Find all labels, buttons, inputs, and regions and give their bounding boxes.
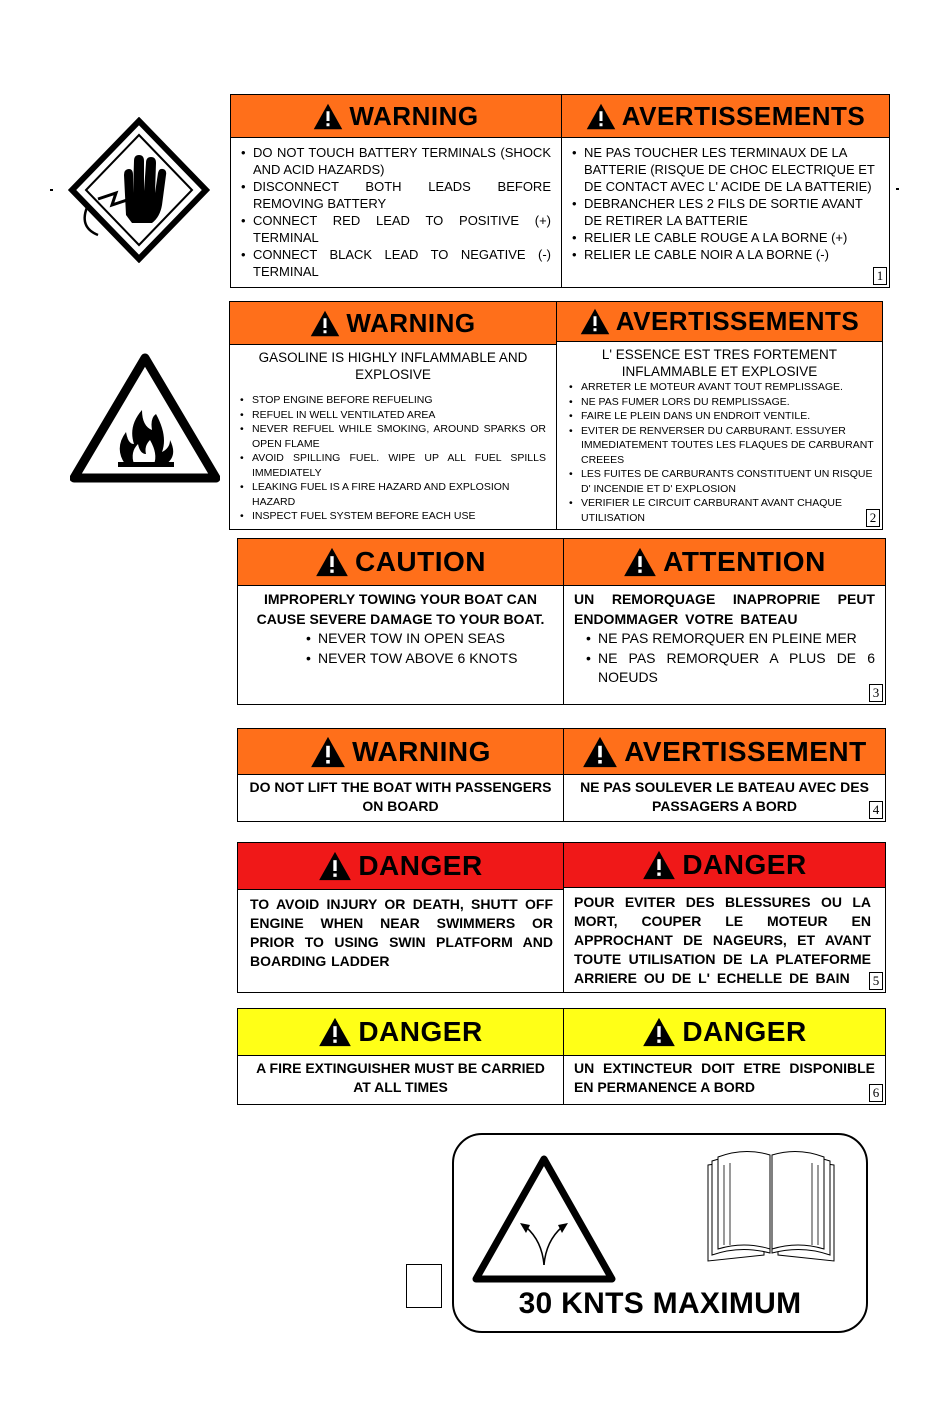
warning-triangle-icon — [642, 850, 676, 880]
list-item: • RELIER LE CABLE ROUGE A LA BORNE (+) — [572, 229, 879, 246]
list-item: • VERIFIER LE CIRCUIT CARBURANT AVANT CHAQUE UTILISATION — [569, 496, 876, 525]
english-panel — [238, 1009, 563, 1104]
lead-text: L' ESSENCE EST TRES FORTEMENT INFLAMMABLE ET EXPLOSIVE — [601, 347, 838, 379]
french-panel — [563, 843, 885, 992]
direction-arrows-icon — [470, 1153, 618, 1285]
list-item: • LEAKING FUEL IS A FIRE HAZARD AND EXPLOSION HAZARD — [240, 480, 546, 509]
list-item: • EVITER DE RENVERSER DU CARBURANT. ESSUYER IMMEDIATEMENT TOUTES LES FLAQUES DE CARBURANT CREEES — [569, 424, 876, 468]
list-item: • DO NOT TOUCH BATTERY TERMINALS (SHOCK AND ACID HAZARDS) — [241, 144, 551, 178]
body-text: UN EXTINCTEUR DOIT ETRE DISPONIBLE EN PERMANENCE A BORD — [574, 1060, 875, 1095]
flammable-fire-icon — [70, 352, 220, 484]
avertissements-header: AVERTISSEMENTS — [557, 302, 882, 342]
warning-triangle-icon — [586, 103, 616, 130]
english-panel — [238, 843, 563, 992]
list-item: • DEBRANCHER LES 2 FILS DE SORTIE AVANT DE RETIRER LA BATTERIE — [572, 195, 879, 229]
warning-triangle-icon — [310, 310, 340, 337]
french-panel — [563, 539, 885, 704]
list-item: • ARRETER LE MOTEUR AVANT TOUT REMPLISSAGE. — [569, 380, 876, 395]
list-item: • NEVER REFUEL WHILE SMOKING, AROUND SPARKS OR OPEN FLAME — [240, 422, 546, 451]
extinguisher-danger-label — [237, 1008, 886, 1105]
warning-triangle-icon — [623, 547, 657, 577]
english-panel — [238, 729, 563, 821]
warning-triangle-icon — [315, 547, 349, 577]
warning-triangle-icon — [313, 103, 343, 130]
label-number: 2 — [866, 509, 880, 527]
label-number: 1 — [873, 267, 887, 285]
attention-header: ATTENTION — [564, 539, 885, 586]
list-item: • CONNECT BLACK LEAD TO NEGATIVE (-) TERMINAL — [241, 246, 551, 280]
speed-limit-label — [452, 1133, 868, 1333]
warning-triangle-icon — [318, 1017, 352, 1047]
danger-header: DANGER — [564, 1009, 885, 1056]
label-number: 4 — [869, 801, 883, 819]
warning-triangle-icon — [580, 308, 610, 335]
speed-limit-text: 30 KNTS MAXIMUM — [518, 1287, 802, 1320]
caution-header: CAUTION — [238, 539, 563, 586]
list-item: • NE PAS REMORQUER A PLUS DE 6 NOEUDS — [586, 649, 875, 688]
label-number: 6 — [869, 1084, 883, 1102]
english-panel — [230, 302, 556, 529]
list-item: • CONNECT RED LEAD TO POSITIVE (+) TERMINAL — [241, 212, 551, 246]
list-item: • FAIRE LE PLEIN DANS UN ENDROIT VENTILE. — [569, 409, 876, 424]
warning-triangle-icon — [582, 736, 618, 768]
list-item: • REFUEL IN WELL VENTILATED AREA — [240, 408, 546, 423]
warning-triangle-icon — [642, 1017, 676, 1047]
label-number: 5 — [869, 972, 883, 990]
body-text: TO AVOID INJURY OR DEATH, SHUTT OFF ENGINE WHEN NEAR SWIMMERS OR PRIOR TO USING SWIN PLATFORM AND BOARDING LADDER — [250, 896, 553, 969]
body-text: POUR EVITER DES BLESSURES OU LA MORT, COUPER LE MOTEUR EN APPROCHANT DE NAGEURS, ET AVANT TOUTE UTILISATION DE LA PLATEFORME ARRIERE OU DE L' ECHELLE DE BAIN — [574, 894, 871, 986]
warning-triangle-icon — [318, 851, 352, 881]
swimmers-danger-label — [237, 842, 886, 993]
lifting-warning-label — [237, 728, 886, 822]
lead-text: GASOLINE IS HIGHLY INFLAMMABLE AND EXPLOSIVE — [258, 350, 528, 382]
french-panel — [563, 729, 885, 821]
label-number: 3 — [869, 684, 883, 702]
warning-header: WARNING — [231, 95, 561, 138]
list-item: • INSPECT FUEL SYSTEM BEFORE EACH USE — [240, 509, 546, 524]
avertissements-header: AVERTISSEMENTS — [562, 95, 889, 138]
list-item: • NE PAS FUMER LORS DU REMPLISSAGE. — [569, 395, 876, 410]
electric-shock-hand-icon — [68, 117, 210, 263]
list-item: • NE PAS TOUCHER LES TERMINAUX DE LA BATTERIE (RISQUE DE CHOC ELECTRIQUE ET DE CONTACT AVEC L' ACIDE DE LA BATTERIE) — [572, 144, 879, 195]
danger-header: DANGER — [564, 843, 885, 888]
body-text: DO NOT LIFT THE BOAT WITH PASSENGERS ON BOARD — [249, 779, 552, 814]
warning-header: WARNING — [230, 302, 556, 345]
towing-caution-label — [237, 538, 886, 705]
list-item: • STOP ENGINE BEFORE REFUELING — [240, 393, 546, 408]
english-panel — [231, 95, 561, 287]
list-item: • NE PAS REMORQUER EN PLEINE MER — [586, 629, 875, 649]
list-item: • NEVER TOW ABOVE 6 KNOTS — [306, 649, 553, 669]
danger-header: DANGER — [238, 843, 563, 890]
warning-header: WARNING — [238, 729, 563, 775]
english-panel — [238, 539, 563, 704]
french-panel — [556, 302, 882, 529]
battery-warning-label — [230, 94, 890, 288]
blank-number-box — [406, 1264, 442, 1308]
lead-text: IMPROPERLY TOWING YOUR BOAT CAN CAUSE SEVERE DAMAGE TO YOUR BOAT. — [256, 591, 545, 627]
danger-header: DANGER — [238, 1009, 563, 1056]
list-item: • NEVER TOW IN OPEN SEAS — [306, 629, 553, 649]
body-text: NE PAS SOULEVER LE BATEAU AVEC DES PASSAGERS A BORD — [580, 779, 869, 814]
open-manual-book-icon — [704, 1145, 838, 1263]
list-item: • DISCONNECT BOTH LEADS BEFORE REMOVING BATTERY — [241, 178, 551, 212]
body-text: A FIRE EXTINGUISHER MUST BE CARRIED AT ALL TIMES — [256, 1060, 545, 1095]
french-panel — [561, 95, 889, 287]
gasoline-warning-label — [229, 301, 883, 530]
list-item: • AVOID SPILLING FUEL. WIPE UP ALL FUEL SPILLS IMMEDIATELY — [240, 451, 546, 480]
list-item: • RELIER LE CABLE NOIR A LA BORNE (-) — [572, 246, 879, 263]
list-item: • LES FUITES DE CARBURANTS CONSTITUENT UN RISQUE D' INCENDIE ET D' EXPLOSION — [569, 467, 876, 496]
avertissement-header: AVERTISSEMENT — [564, 729, 885, 775]
warning-triangle-icon — [310, 736, 346, 768]
french-panel — [563, 1009, 885, 1104]
lead-text: UN REMORQUAGE INAPROPRIE PEUT ENDOMMAGER VOTRE BATEAU — [574, 591, 875, 627]
